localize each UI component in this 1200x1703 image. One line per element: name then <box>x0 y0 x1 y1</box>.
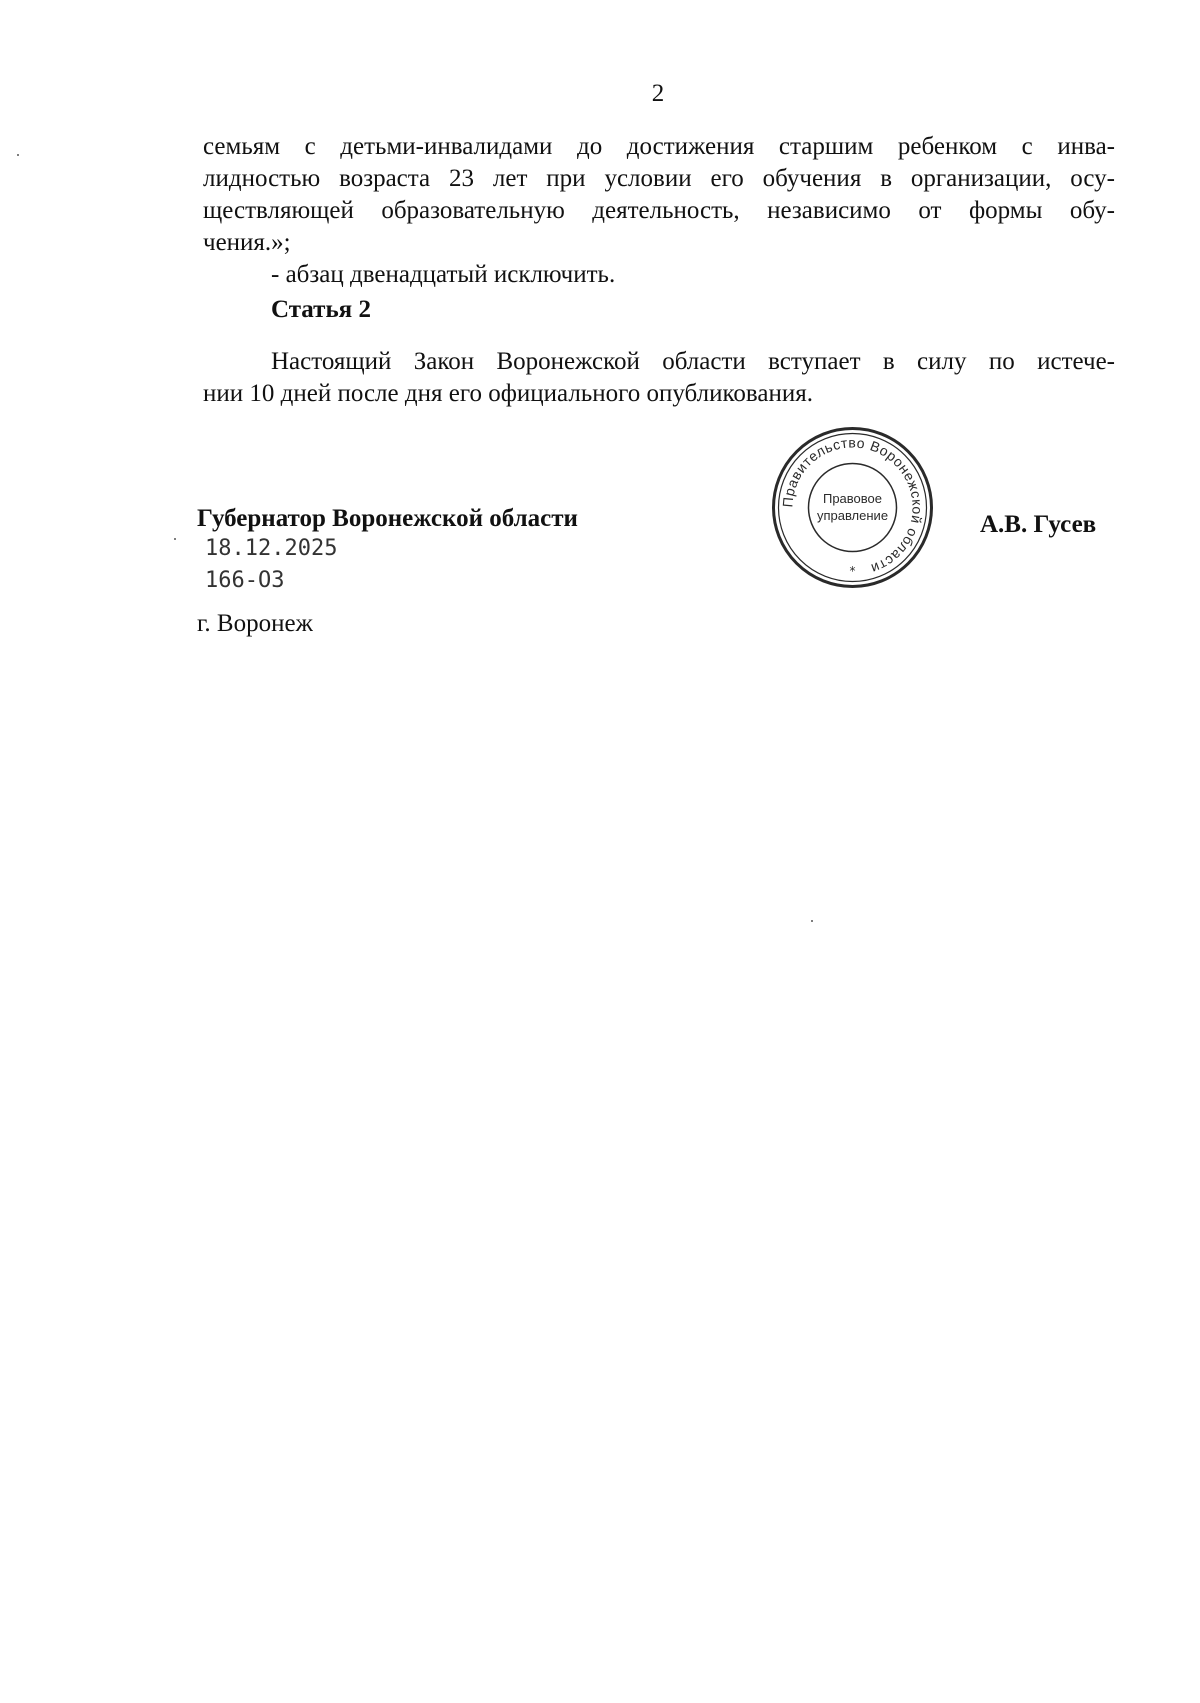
article-heading: Статья 2 <box>271 296 371 323</box>
item-line: - абзац двенадцатый исключить. <box>271 261 616 288</box>
signature-title: Губернатор Воронежской области <box>197 505 578 532</box>
stamp-ring-text: Правительство Воронежской области <box>779 434 926 578</box>
paragraph-line-3: ществляющей образовательную деятельность, независимо от формы обу- <box>203 197 1115 224</box>
registration-number: 166-ОЗ <box>205 568 285 593</box>
scan-speck <box>811 920 813 922</box>
article-line-1: Настоящий Закон Воронежской области вступает в силу по истече- <box>271 348 1115 375</box>
scan-speck <box>17 154 19 156</box>
page-number: 2 <box>651 80 665 107</box>
paragraph-line-2: лидностью возраста 23 лет при условии его обучения в организации, осу- <box>203 165 1115 192</box>
stamp-center-line-2: управление <box>816 508 889 523</box>
city: г. Воронеж <box>197 610 313 637</box>
paragraph-line-1: семьям с детьми-инвалидами до достижения старшим ребенком с инва- <box>203 133 1115 160</box>
article-line-2: нии 10 дней после дня его официального опубликования. <box>203 380 813 407</box>
stamp-star-icon: * <box>849 564 856 578</box>
stamp-center-line-1: Правовое <box>822 491 883 506</box>
scan-speck <box>174 538 176 540</box>
registration-date: 18.12.2025 <box>205 536 338 561</box>
official-stamp <box>770 425 935 590</box>
paragraph-line-4: чения.»; <box>203 229 291 256</box>
signature-name: А.В. Гусев <box>980 511 1097 538</box>
